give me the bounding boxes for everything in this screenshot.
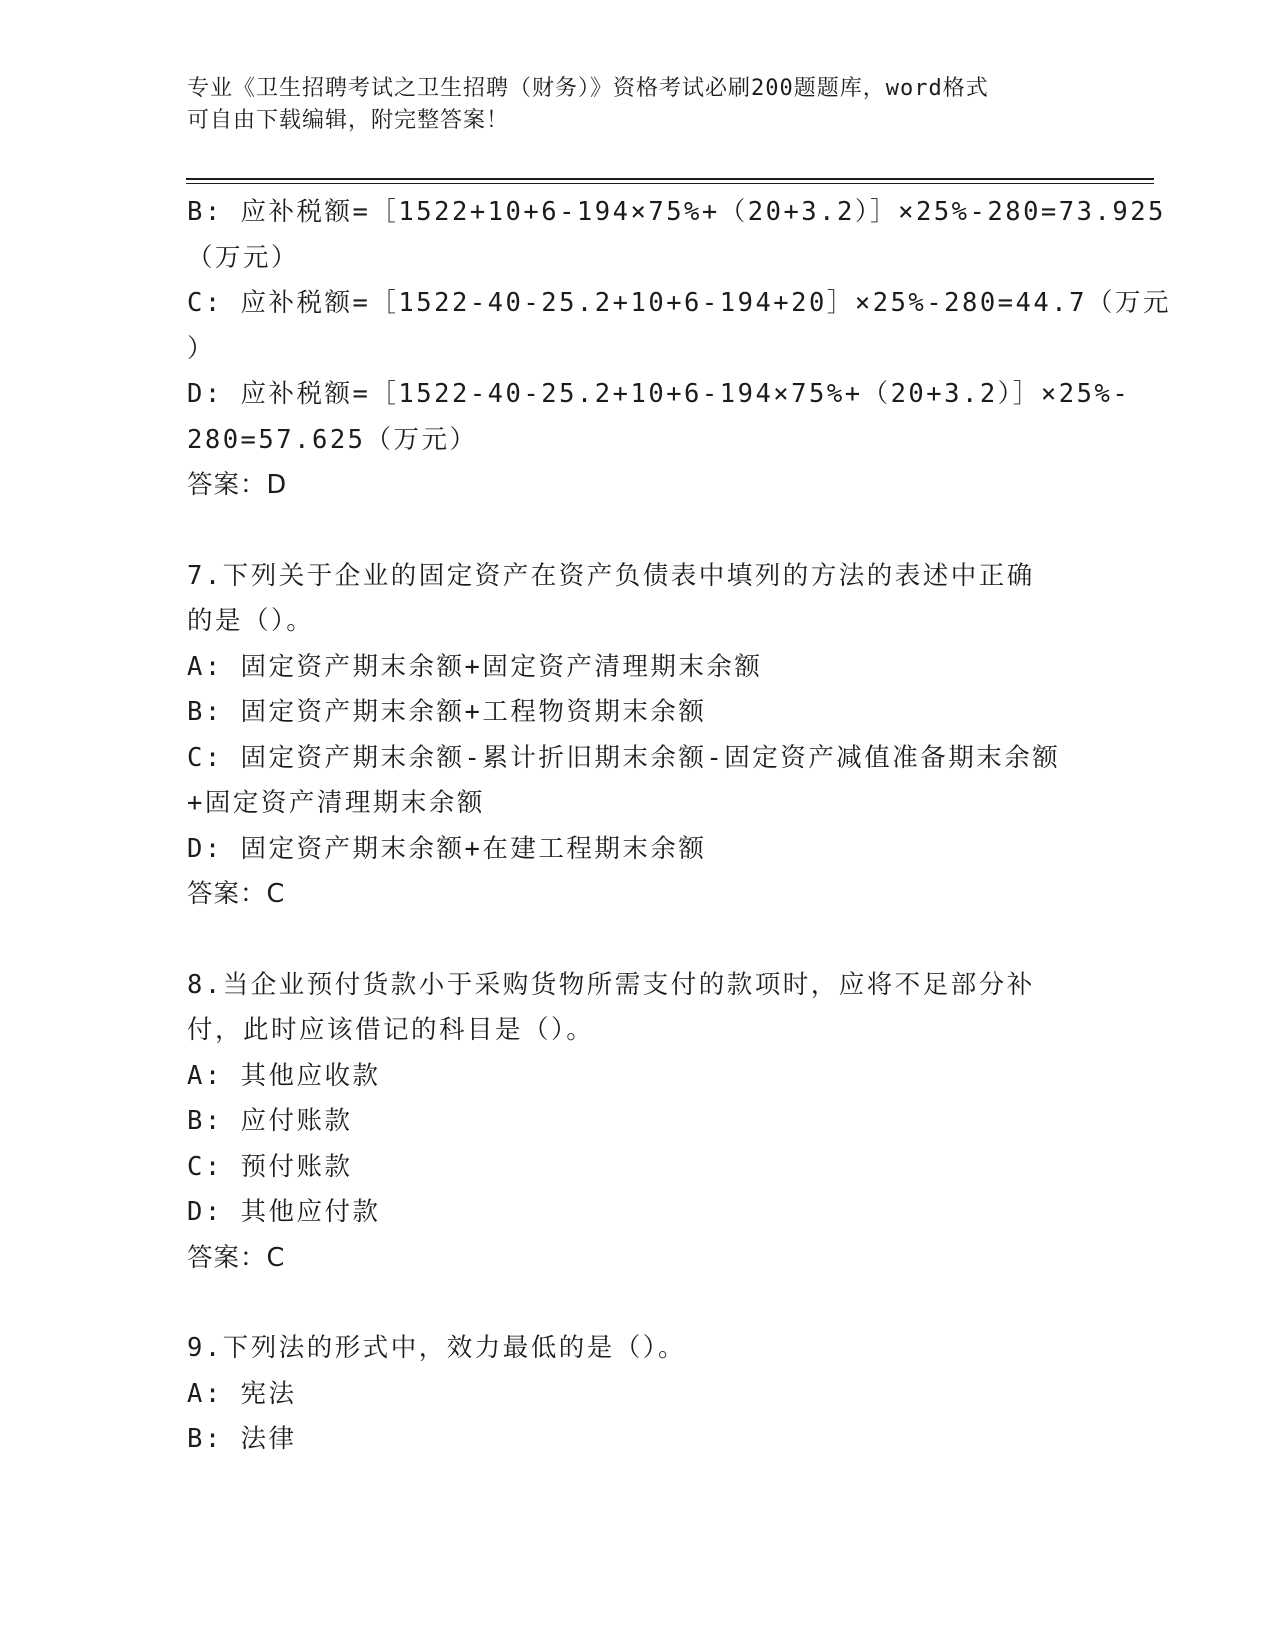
q7-option-c-line-2: +固定资产清理期末余额 <box>187 788 485 818</box>
header-line-1: 专业《卫生招聘考试之卫生招聘（财务）》资格考试必刷200题题库，word格式 <box>187 76 989 101</box>
q8-option-a: A: 其他应收款 <box>187 1060 381 1091</box>
q6-option-c-line-1: C: 应补税额=［1522-40-25.2+10+6-194+20］×25%-280=44.7（万元 <box>187 288 1171 318</box>
q6-option-b-line-1: B: 应补税额=［1522+10+6-194×75%+（20+3.2）］×25%-280=73.925 <box>187 197 1166 227</box>
q9-stem-line-1: 9.下列法的形式中，效力最低的是（）。 <box>187 1333 686 1363</box>
q6-option-b-line-2: （万元） <box>187 242 300 273</box>
q7-stem-line-2: 的是（）。 <box>187 606 315 636</box>
question-8 <box>187 963 1087 1282</box>
document-header <box>187 73 1087 137</box>
q7-option-c-line-1: C: 固定资产期末余额-累计折旧期末余额-固定资产减值准备期末余额 <box>187 742 1061 773</box>
q6-option-c-line-2: ） <box>187 333 216 364</box>
header-divider-thin <box>186 183 1154 184</box>
q8-stem-line-1: 8.当企业预付货款小于采购货物所需支付的款项时，应将不足部分补 <box>187 969 1035 1000</box>
q8-option-c: C: 预付账款 <box>187 1151 353 1182</box>
q6-option-d-line-1: D: 应补税额=［1522-40-25.2+10+6-194×75%+（20+3.2）］×25%- <box>187 379 1131 409</box>
q6-answer: 答案：D <box>187 470 288 500</box>
q8-option-b: B: 应付账款 <box>187 1106 353 1136</box>
question-content <box>187 190 1171 1463</box>
question-6-tail <box>187 190 1171 509</box>
q7-stem-line-1: 7.下列关于企业的固定资产在资产负债表中填列的方法的表述中正确 <box>187 560 1035 591</box>
q9-option-a: A: 宪法 <box>187 1378 297 1409</box>
q7-option-d: D: 固定资产期末余额+在建工程期末余额 <box>187 833 707 864</box>
header-line-2: 可自由下载编辑，附完整答案！ <box>187 108 510 133</box>
question-7 <box>187 554 1087 918</box>
q7-option-a: A: 固定资产期末余额+固定资产清理期末余额 <box>187 651 763 682</box>
q8-option-d: D: 其他应付款 <box>187 1197 381 1227</box>
q7-option-b: B: 固定资产期末余额+工程物资期末余额 <box>187 697 707 727</box>
q7-answer: 答案：C <box>187 879 286 909</box>
question-spacer <box>187 509 1087 554</box>
header-divider-thick <box>186 178 1154 180</box>
question-spacer <box>187 918 1087 963</box>
q8-answer: 答案：C <box>187 1242 286 1273</box>
question-spacer <box>187 1281 1087 1326</box>
q6-option-d-line-2: 280=57.625（万元） <box>187 424 478 455</box>
q8-stem-line-2: 付，此时应该借记的科目是（）。 <box>187 1015 595 1045</box>
question-9 <box>187 1326 1087 1463</box>
q9-option-b: B: 法律 <box>187 1424 297 1454</box>
